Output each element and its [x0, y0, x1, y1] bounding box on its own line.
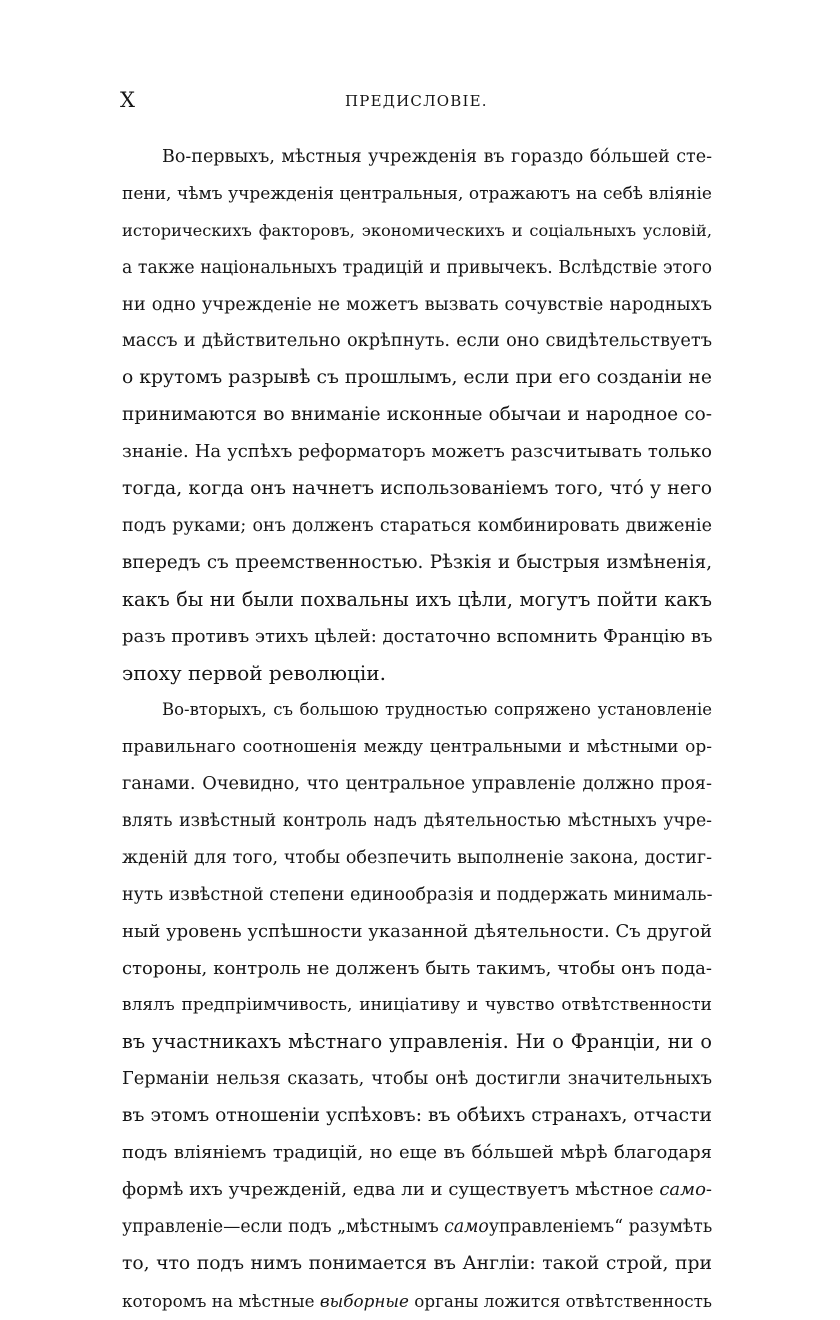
text-line: впередъ съ преемственностью. Рѣзкія и быстрыя измѣненія,	[122, 551, 712, 573]
text-line: а также національныхъ традицій и привычекъ. Вслѣдствіе этого	[122, 257, 712, 278]
text-line: Во-первыхъ, мѣстныя учрежденія въ гораздо бóльшей сте-	[162, 147, 712, 167]
page-number: X	[120, 88, 136, 112]
text-line: ный уровень успѣшности указанной дѣятельности. Съ другой	[122, 920, 712, 942]
italic-text: само	[444, 1216, 489, 1237]
text-line: о крутомъ разрывѣ съ прошлымъ, если при его созданіи не	[122, 367, 712, 389]
text-line: въ участникахъ мѣстнаго управленія. Ни о Франціи, ни о	[122, 1030, 712, 1054]
text-run: управленіемъ“ разумѣть	[488, 1216, 713, 1237]
text-line: влялъ предпріимчивость, иниціативу и чувство отвѣтственности	[122, 995, 712, 1016]
text-line: нуть извѣстной степени единообразія и поддержать минималь-	[122, 884, 713, 905]
text-line: въ этомъ отношеніи успѣховъ: въ обѣихъ странахъ, отчасти	[122, 1105, 713, 1127]
text-line	[122, 1209, 712, 1246]
running-title: ПРЕДИСЛОВІЕ.	[345, 92, 488, 110]
text-line: влять извѣстный контроль надъ дѣятельностью мѣстныхъ учре-	[122, 811, 712, 832]
text-line	[122, 1172, 712, 1209]
text-line: ганами. Очевидно, что центральное управленіе должно проя-	[122, 774, 712, 795]
text-line: пени, чѣмъ учрежденія центральныя, отражаютъ на себѣ вліяніе	[122, 183, 712, 204]
body-text	[122, 139, 712, 1320]
text-line: историческихъ факторовъ, экономическихъ и соціальныхъ условій,	[122, 220, 712, 240]
text-line: тогда, когда онъ начнетъ использованіемъ того, чтó у него	[122, 478, 712, 500]
text-line: то, что подъ нимъ понимается въ Англіи: такой строй, при	[122, 1252, 712, 1274]
running-head	[120, 88, 710, 116]
text-run: управленіе—если подъ „мѣстнымъ	[122, 1216, 445, 1237]
text-line: принимаются во вниманіе исконные обычаи и народное со-	[122, 404, 712, 426]
text-line: знаніе. На успѣхъ реформаторъ можетъ разсчитывать только	[122, 441, 712, 463]
text-line: подъ вліяніемъ традицій, но еще въ бóльшей мѣрѣ благодаря	[122, 1142, 712, 1164]
italic-text: само	[659, 1178, 706, 1200]
text-line: правильнаго соотношенія между центральными и мѣстными ор-	[122, 737, 712, 758]
text-line: эпоху первой революціи.	[122, 661, 386, 686]
text-line: разъ противъ этихъ цѣлей: достаточно вспомнить Францію въ	[122, 625, 713, 647]
italic-text: выборные	[319, 1290, 409, 1311]
text-line: стороны, контроль не долженъ быть такимъ, чтобы онъ пода-	[122, 957, 712, 979]
text-line: Германіи нельзя сказать, чтобы онѣ достигли значительныхъ	[122, 1069, 712, 1090]
text-line	[122, 1283, 712, 1320]
text-line: какъ бы ни были похвальны ихъ цѣли, могутъ пойти какъ	[122, 587, 712, 611]
text-run: -	[705, 1178, 712, 1200]
text-run: которомъ на мѣстные	[122, 1290, 320, 1311]
text-line: ни одно учрежденіе не можетъ вызвать сочувствіе народныхъ	[122, 294, 712, 315]
text-run: формѣ ихъ учрежденій, едва ли и существуетъ мѣстное	[122, 1178, 660, 1200]
text-line: Во-вторыхъ, съ большою трудностью сопряжено установленіе	[162, 700, 712, 720]
text-line: жденій для того, чтобы обезпечить выполненіе закона, достиг-	[122, 847, 712, 868]
text-line: массъ и дѣйствительно окрѣпнуть. если оно свидѣтельствуетъ	[122, 331, 712, 352]
text-run: органы ложится отвѣтственность	[408, 1290, 712, 1311]
text-line: подъ руками; онъ долженъ стараться комбинировать движеніе	[122, 515, 712, 536]
